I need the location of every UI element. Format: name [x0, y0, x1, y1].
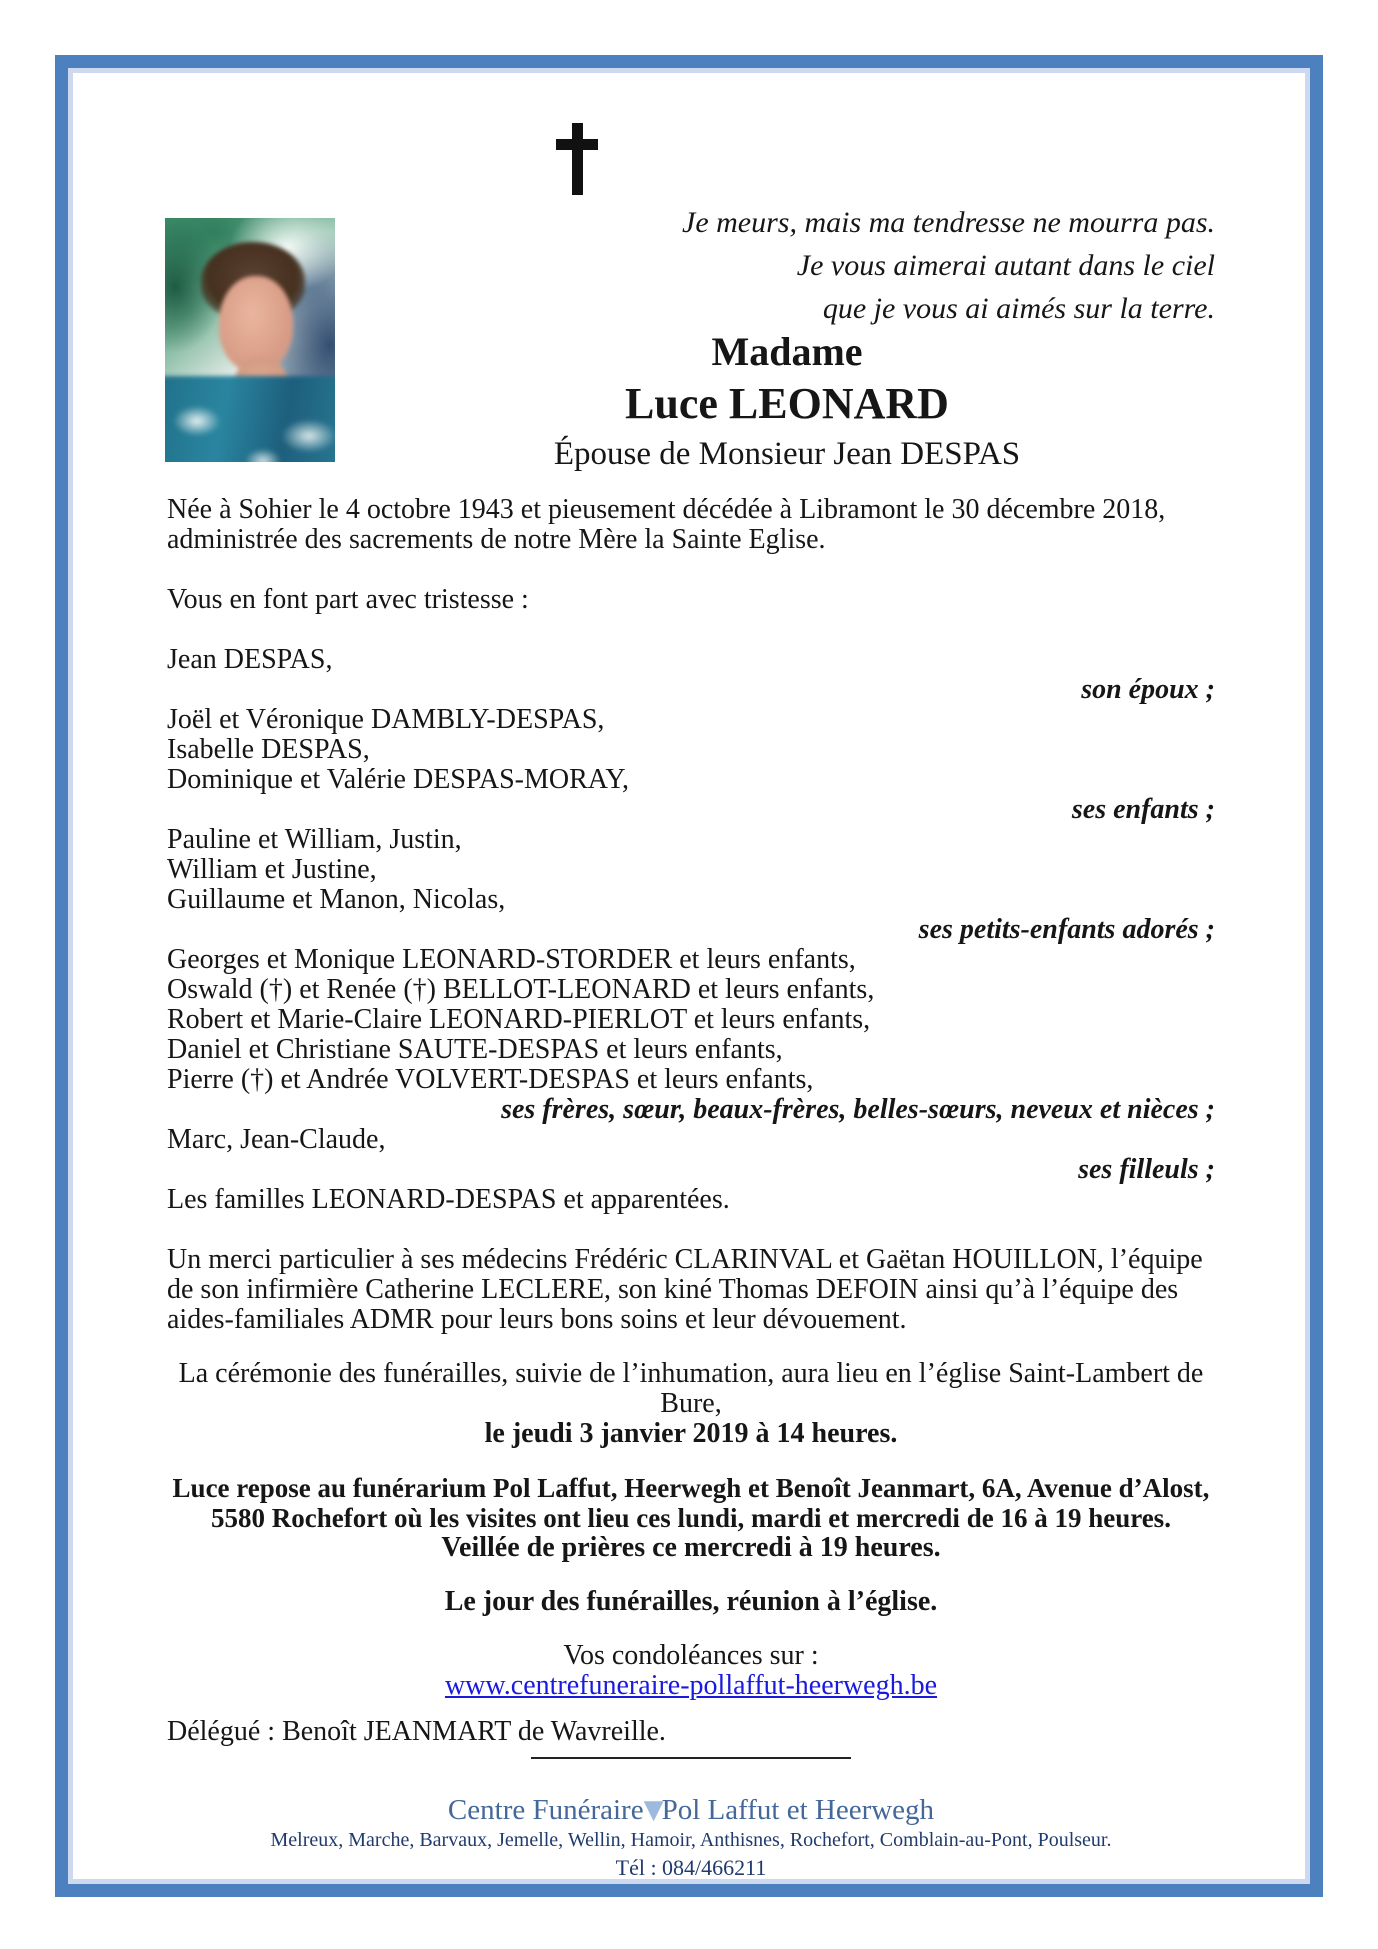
relation-label: son époux ;	[1081, 674, 1215, 705]
relation-label: ses filleuls ;	[1078, 1154, 1215, 1185]
repose-paragraph: Luce repose au funérarium Pol Laffut, Heerwegh et Benoît Jeanmart, 6A, Avenue d’Alost, 5580 Rochefort où les visites ont lieu ces lundi, mardi et mercredi de 16 à 19 heures.	[172, 1473, 1210, 1533]
family-line: Oswald (†) et Renée (†) BELLOT-LEONARD et leurs enfants,	[167, 974, 875, 1005]
family-line: Robert et Marie-Claire LEONARD-PIERLOT et leurs enfants,	[167, 1004, 871, 1035]
deceased-name: Luce LEONARD	[625, 379, 949, 428]
family-line: Georges et Monique LEONARD-STORDER et leurs enfants,	[167, 944, 856, 975]
birth-death-paragraph: Née à Sohier le 4 octobre 1943 et pieusement décédée à Libramont le 30 décembre 2018, administrée des sacrements de notre Mère la Sainte Eglise.	[167, 494, 1166, 555]
header	[167, 73, 1215, 472]
memorial-quote	[682, 201, 1215, 330]
relation-label: ses frères, sœur, beaux-frères, belles-sœurs, neveux et nièces ;	[501, 1094, 1215, 1125]
quote-line-1: Je meurs, mais ma tendresse ne mourra pas.	[682, 206, 1215, 239]
family-line: Les familles LEONARD-DESPAS et apparentées.	[167, 1184, 730, 1215]
gathering-line: Le jour des funérailles, réunion à l’église.	[444, 1586, 938, 1617]
announcement-line: Vous en font part avec tristesse :	[167, 584, 529, 615]
cross-icon	[556, 123, 598, 195]
ceremony-datetime: le jeudi 3 janvier 2019 à 14 heures.	[484, 1418, 898, 1449]
portrait-photo	[165, 218, 335, 462]
family-line: Isabelle DESPAS,	[167, 734, 370, 765]
condolences-label: Vos condoléances sur :	[563, 1640, 819, 1671]
funeral-home-name: Centre Funéraire▼Pol Laffut et Heerwegh	[447, 1794, 935, 1826]
family-line: Jean DESPAS,	[167, 644, 333, 675]
quote-line-2: Je vous aimerai autant dans le ciel	[796, 249, 1215, 282]
delegate-line: Délégué : Benoît JEANMART de Wavreille.	[167, 1716, 666, 1747]
thanks-paragraph: Un merci particulier à ses médecins Frédéric CLARINVAL et Gaëtan HOUILLON, l’équipe de son infirmière Catherine LECLERE, son kiné Thomas DEFOIN ainsi qu’à l’équipe des aides-familiales ADMR pour leurs bons soins et leur dévouement.	[167, 1244, 1203, 1335]
family-line: Joël et Véronique DAMBLY-DESPAS,	[167, 704, 605, 735]
relation-label: ses petits-enfants adorés ;	[918, 914, 1215, 945]
deceased-name-block	[427, 327, 1147, 477]
family-line: William et Justine,	[167, 854, 377, 885]
triangle-logo-icon: ▼	[643, 1795, 662, 1825]
family-line: Daniel et Christiane SAUTE-DESPAS et leurs enfants,	[167, 1034, 783, 1065]
relation-label: ses enfants ;	[1071, 794, 1215, 825]
deceased-subtitle: Épouse de Monsieur Jean DESPAS	[553, 436, 1021, 472]
photo-chest	[223, 404, 301, 462]
page-content	[73, 73, 1305, 1879]
condolences-link[interactable]: www.centrefuneraire-pollaffut-heerwegh.be	[444, 1670, 938, 1701]
quote-line-3: que je vous ai aimés sur la terre.	[822, 292, 1215, 325]
family-line: Pierre (†) et Andrée VOLVERT-DESPAS et leurs enfants,	[167, 1064, 814, 1095]
deceased-title: Madame	[711, 329, 863, 374]
funeral-home-locations: Melreux, Marche, Barvaux, Jemelle, Wellin, Hamoir, Anthisnes, Rochefort, Comblain-au-Pont, Poulseur.	[270, 1829, 1112, 1851]
condolences-link-line	[167, 1671, 1215, 1701]
ceremony-line: La cérémonie des funérailles, suivie de l’inhumation, aura lieu en l’église Saint-Lambert de Bure,	[178, 1358, 1204, 1419]
vigil-line: Veillée de prières ce mercredi à 19 heures.	[441, 1532, 941, 1563]
family-line: Guillaume et Manon, Nicolas,	[167, 884, 506, 915]
family-line: Pauline et William, Justin,	[167, 824, 462, 855]
family-line: Marc, Jean-Claude,	[167, 1124, 386, 1155]
family-list	[167, 645, 1215, 1215]
footer-divider-line	[531, 1757, 851, 1759]
funeral-home-phone: Tél : 084/466211	[615, 1855, 767, 1879]
family-line: Dominique et Valérie DESPAS-MORAY,	[167, 764, 630, 795]
